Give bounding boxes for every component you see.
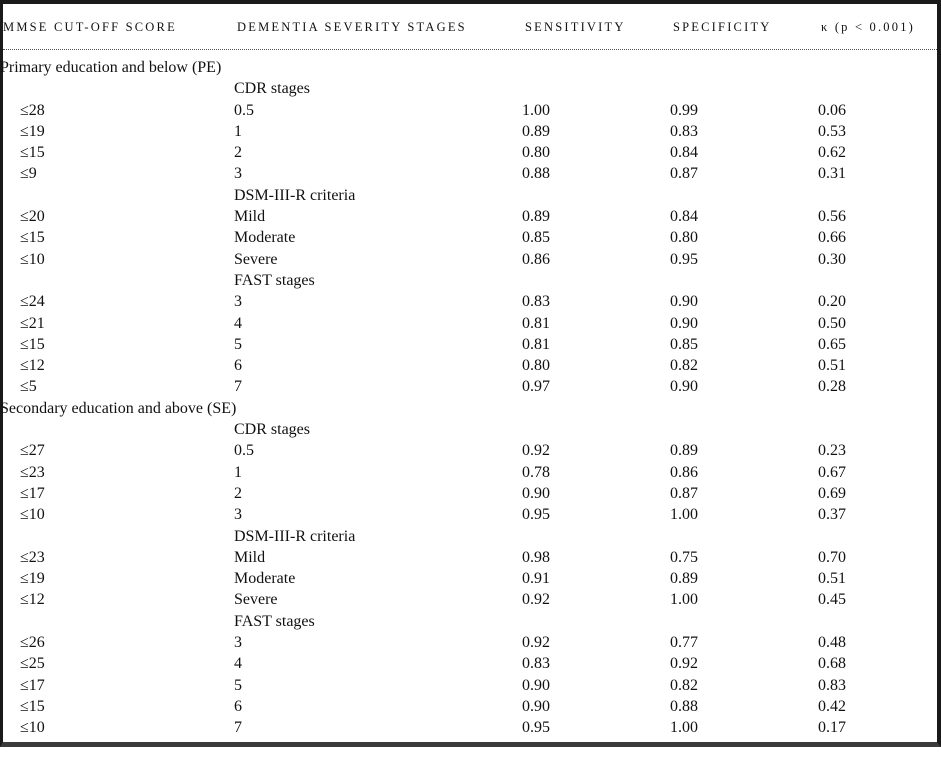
cutoff-cell: ≤23 (20, 548, 45, 566)
kappa-cell: 0.69 (818, 484, 846, 502)
sensitivity-cell: 0.90 (522, 697, 550, 715)
header-sensitivity: SENSITIVITY (525, 20, 626, 34)
specificity-cell: 1.00 (670, 719, 698, 737)
section-label: DSM-III-R criteria (234, 186, 356, 204)
cutoff-cell: ≤17 (20, 484, 45, 502)
table-row (3, 634, 937, 674)
table-row (3, 122, 937, 163)
specificity-cell: 0.92 (670, 655, 698, 673)
sensitivity-cell: 0.91 (522, 570, 550, 588)
section-label: FAST stages (234, 271, 315, 289)
table-row (3, 506, 937, 546)
section-row (3, 527, 937, 568)
stage-cell: 3 (234, 165, 242, 183)
sensitivity-cell: 1.00 (522, 101, 550, 119)
kappa-cell: 0.17 (818, 719, 846, 737)
kappa-cell: 0.62 (818, 144, 846, 162)
specificity-cell: 0.95 (670, 250, 698, 268)
sensitivity-cell: 0.90 (522, 676, 550, 694)
group-row (0, 59, 937, 99)
sensitivity-cell: 0.95 (522, 506, 550, 524)
sensitivity-cell: 0.83 (522, 293, 550, 311)
specificity-cell: 0.80 (670, 229, 698, 247)
cutoff-cell: ≤26 (20, 634, 45, 652)
kappa-cell: 0.45 (818, 591, 846, 609)
cutoff-cell: ≤10 (20, 250, 45, 268)
cutoff-cell: ≤19 (20, 570, 45, 588)
header-divider (3, 49, 937, 50)
stage-cell: Moderate (234, 570, 296, 588)
cutoff-cell: ≤15 (20, 697, 45, 715)
kappa-cell: 0.68 (818, 655, 846, 673)
specificity-cell: 0.87 (670, 484, 698, 502)
table-row (3, 484, 937, 525)
table-row (3, 570, 937, 610)
cutoff-cell: ≤12 (20, 591, 45, 609)
kappa-cell: 0.06 (818, 101, 846, 119)
specificity-cell: 0.87 (670, 165, 698, 183)
stage-cell: 4 (234, 655, 242, 673)
specificity-cell: 0.89 (670, 442, 698, 460)
table-row (3, 357, 937, 397)
sensitivity-cell: 0.81 (522, 314, 550, 332)
table-row (3, 144, 937, 184)
sensitivity-cell: 0.92 (522, 442, 550, 460)
stage-cell: Mild (234, 548, 266, 566)
sensitivity-cell: 0.80 (522, 144, 550, 162)
group-row (0, 399, 937, 440)
table-row (3, 442, 937, 482)
specificity-cell: 0.90 (670, 293, 698, 311)
sensitivity-cell: 0.78 (522, 463, 550, 481)
table-row (3, 293, 937, 333)
cutoff-cell: ≤24 (20, 293, 45, 311)
stage-cell: 3 (234, 634, 242, 652)
stage-cell: Severe (234, 250, 278, 268)
stage-cell: 3 (234, 293, 242, 311)
stage-cell: 7 (234, 719, 242, 737)
kappa-cell: 0.50 (818, 314, 846, 332)
stage-cell: Moderate (234, 229, 296, 247)
kappa-cell: 0.56 (818, 208, 846, 226)
kappa-cell: 0.31 (818, 165, 846, 183)
stage-cell: 2 (234, 144, 242, 162)
stage-cell: 5 (234, 335, 242, 353)
cutoff-cell: ≤23 (20, 463, 45, 481)
specificity-cell: 0.83 (670, 122, 698, 140)
header-specificity: SPECIFICITY (673, 20, 772, 34)
kappa-cell: 0.37 (818, 506, 846, 524)
table-row (3, 697, 937, 738)
table-row (3, 250, 937, 291)
stage-cell: 7 (234, 378, 242, 396)
kappa-cell: 0.83 (818, 676, 846, 694)
group-label: Primary education and below (PE) (0, 59, 222, 76)
header-kappa: κ (p < 0.001) (821, 20, 916, 34)
cutoff-cell: ≤17 (20, 676, 45, 694)
specificity-cell: 0.84 (670, 208, 698, 226)
section-row (3, 80, 937, 120)
table-row (3, 655, 937, 695)
header-cutoff: MMSE CUT-OFF SCORE (3, 20, 177, 34)
stage-cell: 1 (234, 122, 242, 140)
stage-cell: Severe (234, 591, 278, 609)
stage-cell: 6 (234, 697, 242, 715)
specificity-cell: 0.82 (670, 357, 698, 375)
cutoff-cell: ≤28 (20, 101, 45, 119)
cutoff-cell: ≤15 (20, 144, 45, 162)
stage-cell: 4 (234, 314, 242, 332)
specificity-cell: 0.89 (670, 570, 698, 588)
cutoff-cell: ≤15 (20, 229, 45, 247)
stage-cell: 5 (234, 676, 242, 694)
kappa-cell: 0.30 (818, 250, 846, 268)
sensitivity-cell: 0.88 (522, 165, 550, 183)
stage-cell: 0.5 (234, 442, 254, 460)
table-row (3, 719, 937, 759)
kappa-cell: 0.51 (818, 357, 846, 375)
stage-cell: 3 (234, 506, 242, 524)
table-row (3, 591, 937, 631)
kappa-cell: 0.67 (818, 463, 846, 481)
specificity-cell: 1.00 (670, 506, 698, 524)
kappa-cell: 0.28 (818, 378, 846, 396)
kappa-cell: 0.53 (818, 122, 846, 140)
kappa-cell: 0.66 (818, 229, 846, 247)
kappa-cell: 0.20 (818, 293, 846, 311)
cutoff-cell: ≤5 (20, 378, 37, 396)
cutoff-cell: ≤20 (20, 208, 45, 226)
section-row (3, 421, 937, 461)
stage-cell: 2 (234, 484, 242, 502)
stage-cell: 0.5 (234, 101, 254, 119)
specificity-cell: 0.84 (670, 144, 698, 162)
specificity-cell: 0.99 (670, 101, 698, 119)
section-label: FAST stages (234, 612, 315, 630)
sensitivity-cell: 0.92 (522, 591, 550, 609)
section-row (3, 271, 937, 312)
specificity-cell: 0.86 (670, 463, 698, 481)
kappa-cell: 0.65 (818, 335, 846, 353)
sensitivity-cell: 0.95 (522, 719, 550, 737)
section-row (3, 186, 937, 227)
cutoff-cell: ≤10 (20, 719, 45, 737)
stage-cell: Mild (234, 208, 266, 226)
table-row (3, 101, 937, 142)
table-body (0, 59, 937, 760)
specificity-cell: 1.00 (670, 591, 698, 609)
sensitivity-cell: 0.80 (522, 357, 550, 375)
table-row (3, 335, 937, 376)
kappa-cell: 0.42 (818, 697, 846, 715)
table-row (3, 165, 937, 205)
table-row (3, 548, 937, 589)
group-label: Secondary education and above (SE) (0, 399, 237, 417)
stage-cell: 6 (234, 357, 242, 375)
section-row (3, 612, 937, 653)
sensitivity-cell: 0.97 (522, 378, 550, 396)
table-row (3, 676, 937, 717)
cutoff-cell: ≤27 (20, 442, 45, 460)
specificity-cell: 0.75 (670, 548, 698, 566)
sensitivity-cell: 0.86 (522, 250, 550, 268)
specificity-cell: 0.90 (670, 314, 698, 332)
sensitivity-cell: 0.83 (522, 655, 550, 673)
specificity-cell: 0.90 (670, 378, 698, 396)
table-row (3, 229, 937, 269)
section-label: DSM-III-R criteria (234, 527, 356, 545)
cutoff-cell: ≤12 (20, 357, 45, 375)
kappa-cell: 0.70 (818, 548, 846, 566)
sensitivity-cell: 0.89 (522, 122, 550, 140)
kappa-cell: 0.48 (818, 634, 846, 652)
cutoff-cell: ≤9 (20, 165, 37, 183)
specificity-cell: 0.82 (670, 676, 698, 694)
cutoff-cell: ≤19 (20, 122, 45, 140)
sensitivity-cell: 0.89 (522, 208, 550, 226)
sensitivity-cell: 0.81 (522, 335, 550, 353)
sensitivity-cell: 0.98 (522, 548, 550, 566)
specificity-cell: 0.85 (670, 335, 698, 353)
kappa-cell: 0.51 (818, 570, 846, 588)
section-label: CDR stages (234, 421, 310, 439)
sensitivity-cell: 0.85 (522, 229, 550, 247)
table-row (3, 208, 937, 248)
table-header (3, 16, 937, 42)
table-row (3, 314, 937, 355)
stage-cell: 1 (234, 463, 242, 481)
kappa-cell: 0.23 (818, 442, 846, 460)
cutoff-cell: ≤15 (20, 335, 45, 353)
sensitivity-cell: 0.92 (522, 634, 550, 652)
specificity-cell: 0.88 (670, 697, 698, 715)
header-stages: DEMENTIA SEVERITY STAGES (237, 20, 467, 34)
cutoff-cell: ≤25 (20, 655, 45, 673)
table-row (3, 463, 937, 504)
specificity-cell: 0.77 (670, 634, 698, 652)
cutoff-cell: ≤10 (20, 506, 45, 524)
section-label: CDR stages (234, 80, 310, 98)
sensitivity-cell: 0.90 (522, 484, 550, 502)
cutoff-cell: ≤21 (20, 314, 45, 332)
